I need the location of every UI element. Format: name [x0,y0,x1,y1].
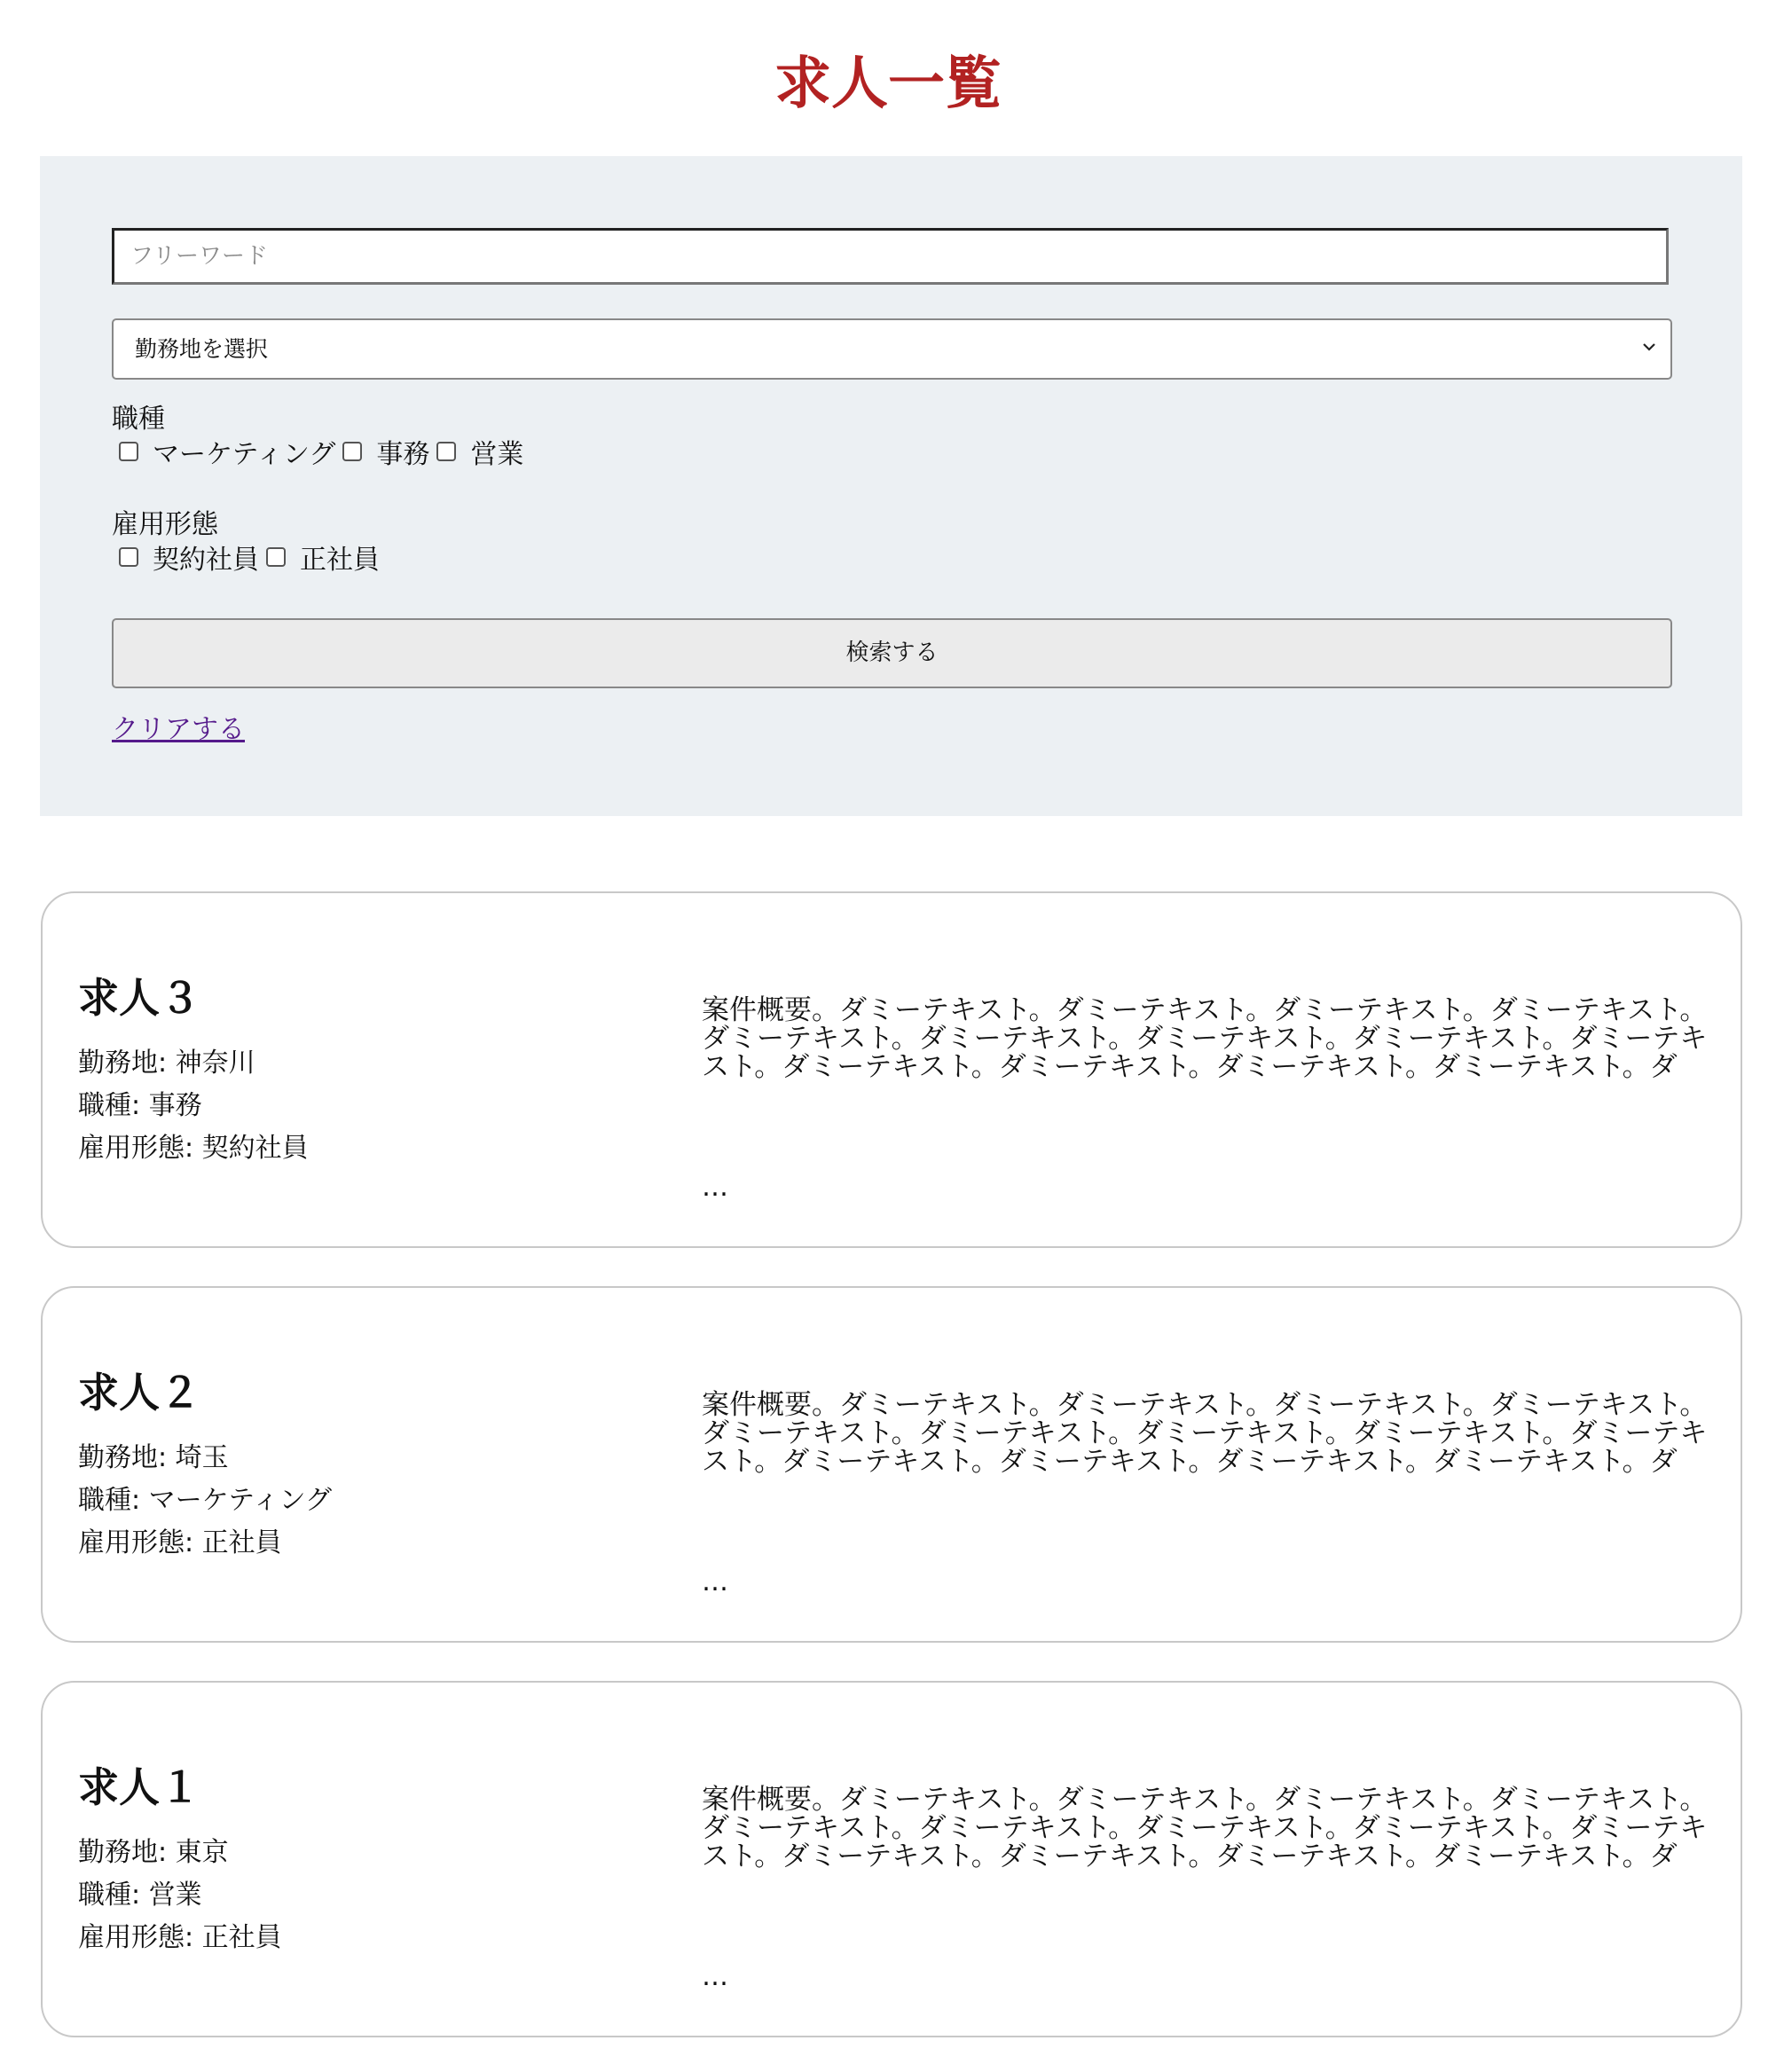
checkbox-label-fulltime: 正社員 [300,545,380,576]
job-type-label: 職種 [112,404,165,435]
employment-type-label: 雇用形態 [112,509,218,540]
job-summary-more: … [702,1172,728,1203]
job-type: 職種: 営業 [78,1880,202,1911]
job-title: 求人３ [78,974,200,1022]
employment-type-options [112,538,380,577]
checkbox-contract[interactable] [119,547,138,567]
job-summary: 案件概要。ダミーテキスト。ダミーテキスト。ダミーテキスト。ダミーテキスト。ダミーテキスト。ダミーテキスト。ダミーテキスト。ダミーテキスト。ダミーテキスト。ダミーテキスト。ダミーテキスト。ダミーテキスト。ダミーテキスト。ダ [702,994,1708,1083]
checkbox-office[interactable] [342,442,362,461]
location-select-value: 勤務地を選択 [135,336,269,362]
job-employment: 雇用形態: 契約社員 [78,1133,309,1164]
clear-link[interactable]: クリアする [112,714,245,745]
location-select[interactable] [112,318,1672,380]
job-location: 勤務地: 埼玉 [78,1442,229,1473]
job-summary: 案件概要。ダミーテキスト。ダミーテキスト。ダミーテキスト。ダミーテキスト。ダミーテキスト。ダミーテキスト。ダミーテキスト。ダミーテキスト。ダミーテキスト。ダミーテキスト。ダミーテキスト。ダミーテキスト。ダミーテキスト。ダ [702,1389,1708,1478]
job-summary-more: … [702,1961,728,1992]
job-location: 勤務地: 東京 [78,1837,229,1868]
page-title: 求人一覧 [774,51,1002,117]
job-type: 職種: 事務 [78,1090,202,1121]
keyword-input[interactable] [112,228,1669,285]
job-location: 勤務地: 神奈川 [78,1048,255,1079]
job-type-options [112,432,523,471]
checkbox-label-sales: 営業 [470,439,524,470]
job-card[interactable] [41,1286,1742,1643]
search-button[interactable]: 検索する [112,618,1672,688]
job-title: 求人２ [78,1369,200,1417]
job-type: 職種: マーケティング [78,1485,333,1516]
job-employment: 雇用形態: 正社員 [78,1527,282,1558]
job-summary: 案件概要。ダミーテキスト。ダミーテキスト。ダミーテキスト。ダミーテキスト。ダミーテキスト。ダミーテキスト。ダミーテキスト。ダミーテキスト。ダミーテキスト。ダミーテキスト。ダミーテキスト。ダミーテキスト。ダミーテキスト。ダ [702,1784,1708,1872]
job-employment: 雇用形態: 正社員 [78,1922,282,1953]
chevron-down-icon [1642,340,1656,354]
checkbox-label-contract: 契約社員 [153,545,259,576]
checkbox-label-office: 事務 [376,439,430,470]
checkbox-marketing[interactable] [119,442,138,461]
search-panel [40,156,1742,816]
job-card[interactable] [41,1681,1742,2037]
checkbox-sales[interactable] [436,442,456,461]
checkbox-fulltime[interactable] [266,547,286,567]
job-title: 求人１ [78,1763,200,1811]
checkbox-label-marketing: マーケティング [153,439,336,470]
job-summary-more: … [702,1566,728,1597]
job-card[interactable] [41,891,1742,1248]
